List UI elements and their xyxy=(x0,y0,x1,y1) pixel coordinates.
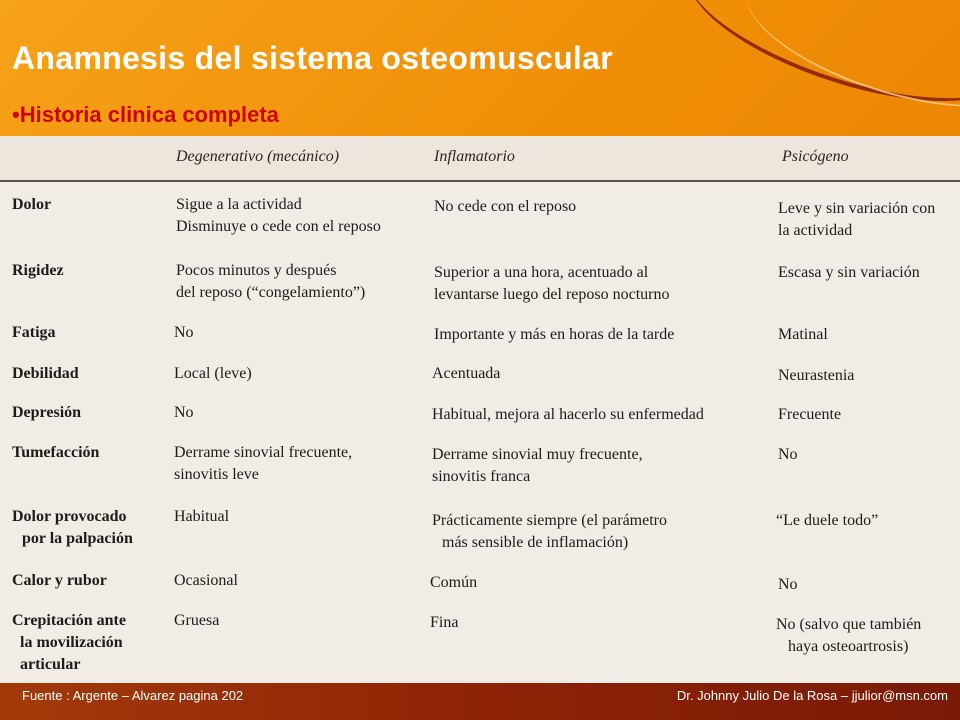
row-label: Calor y rubor xyxy=(12,572,107,589)
cell-inflamatorio: Habitual, mejora al hacerlo su enfermedad xyxy=(432,406,704,423)
row-label: Tumefacción xyxy=(12,444,100,461)
cell-inflamatorio: Fina xyxy=(430,614,459,631)
row-label: Crepitación ante la movilización articular xyxy=(12,612,126,673)
cell-degenerativo: Gruesa xyxy=(174,612,220,629)
footer-source: Fuente : Argente – Alvarez pagina 202 xyxy=(22,688,244,703)
cell-inflamatorio: Acentuada xyxy=(432,365,501,382)
table-image xyxy=(0,136,960,683)
cell-inflamatorio: Derrame sinovial muy frecuente, sinovitis franca xyxy=(432,446,643,485)
cell-psicogeno: No xyxy=(778,446,798,463)
footer-author: Dr. Johnny Julio De la Rosa – jjulior@msn.com xyxy=(676,688,948,703)
cell-degenerativo: Sigue a la actividad Disminuye o cede con el reposo xyxy=(176,196,381,235)
bullet-point: •Historia clinica completa xyxy=(12,102,279,127)
cell-psicogeno: No xyxy=(778,576,798,593)
cell-psicogeno: Escasa y sin variación xyxy=(778,264,920,281)
cell-degenerativo: No xyxy=(174,404,194,421)
row-label: Depresión xyxy=(12,404,82,421)
cell-degenerativo: Local (leve) xyxy=(174,365,252,382)
slide-title: Anamnesis del sistema osteomuscular xyxy=(12,40,613,76)
cell-degenerativo: Pocos minutos y después del reposo (“congelamiento”) xyxy=(176,262,366,301)
row-label: Rigidez xyxy=(12,262,64,279)
row-label: Dolor provocado por la palpación xyxy=(12,508,133,547)
cell-psicogeno: No (salvo que también haya osteoartrosis) xyxy=(776,616,922,655)
footer-bar xyxy=(0,683,960,720)
row-label: Fatiga xyxy=(12,324,56,341)
cell-psicogeno: Neurastenia xyxy=(778,367,855,384)
cell-psicogeno: “Le duele todo” xyxy=(776,512,879,529)
cell-degenerativo: Derrame sinovial frecuente, sinovitis leve xyxy=(174,444,353,483)
cell-inflamatorio: Común xyxy=(430,574,478,591)
cell-psicogeno: Leve y sin variación con la actividad xyxy=(778,200,936,239)
cell-degenerativo: Ocasional xyxy=(174,572,238,589)
cell-inflamatorio: Importante y más en horas de la tarde xyxy=(434,326,675,343)
cell-psicogeno: Matinal xyxy=(778,326,828,343)
cell-inflamatorio: No cede con el reposo xyxy=(434,198,577,215)
cell-psicogeno: Frecuente xyxy=(778,406,842,423)
cell-degenerativo: Habitual xyxy=(174,508,230,525)
header-rule xyxy=(0,180,960,182)
row-label: Debilidad xyxy=(12,365,79,382)
row-label: Dolor xyxy=(12,196,52,213)
column-header-psicogeno: Psicógeno xyxy=(782,148,849,165)
cell-inflamatorio: Superior a una hora, acentuado al levantarse luego del reposo nocturno xyxy=(434,264,670,303)
column-header-degenerativo: Degenerativo (mecánico) xyxy=(176,148,340,165)
cell-degenerativo: No xyxy=(174,324,194,341)
column-header-inflamatorio: Inflamatorio xyxy=(434,148,515,165)
cell-inflamatorio: Prácticamente siempre (el parámetro más sensible de inflamación) xyxy=(432,512,667,551)
